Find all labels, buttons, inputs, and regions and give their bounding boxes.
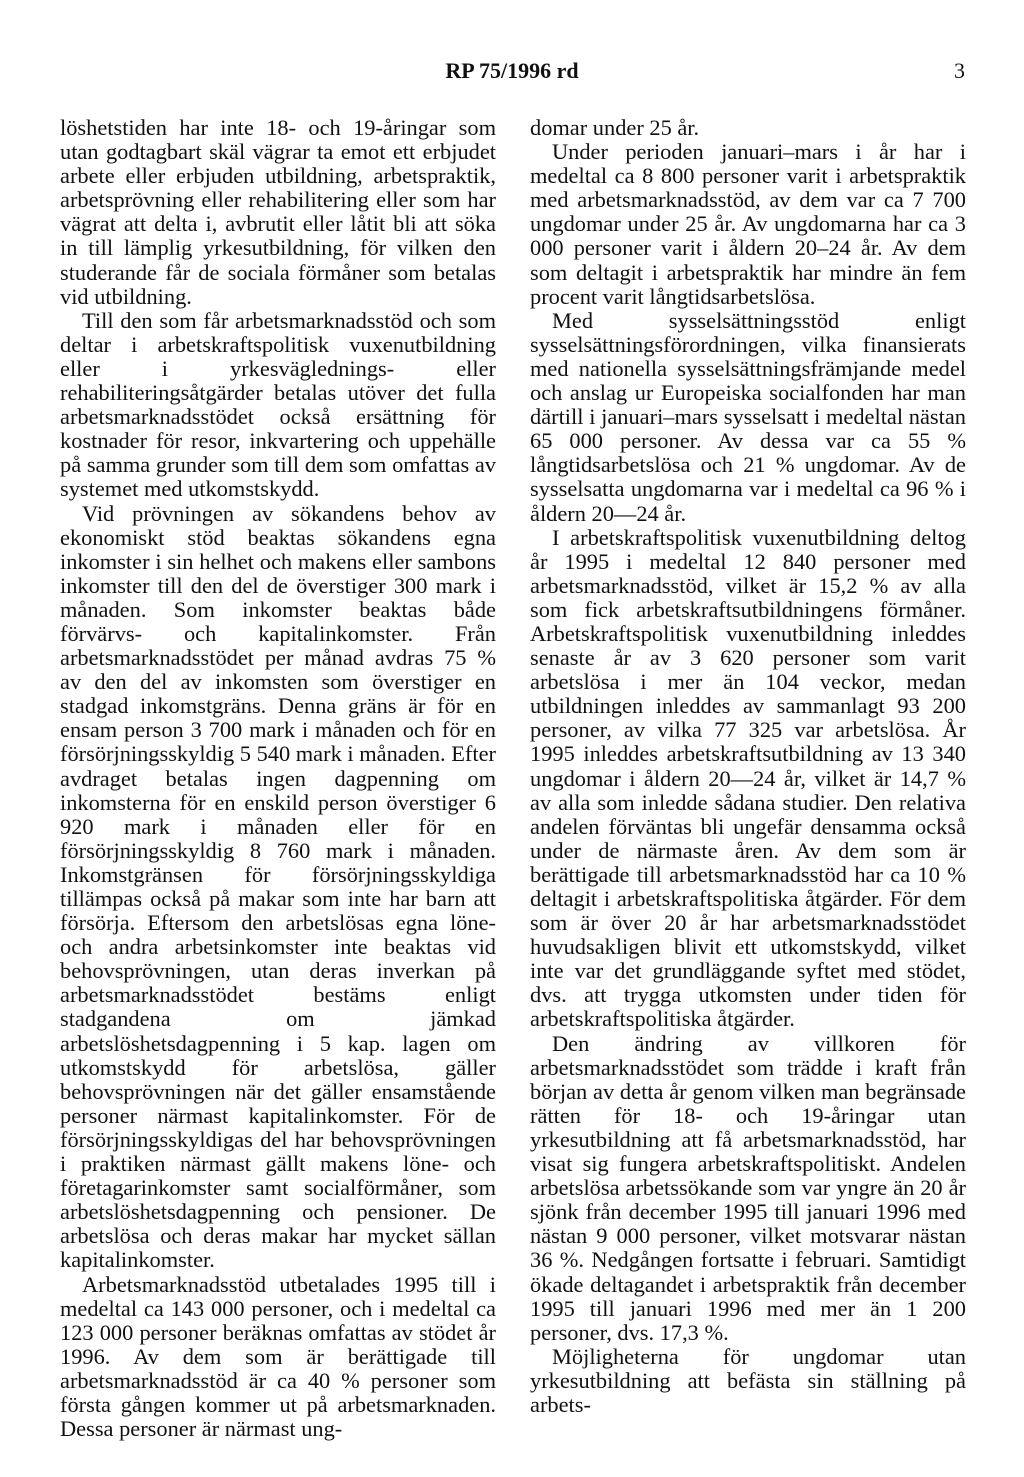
left-text-column [60, 116, 496, 1441]
paragraph: I arbetskraftspolitisk vuxenutbildning deltog år 1995 i medeltal 12 840 personer med arbetsmarknadsstöd, vilket är 15,2 % av alla som fick arbetskraftsutbildningens förmåner. Arbetskraftspolitisk vuxenutbildning inleddes senaste år av 3 620 personer som varit arbetslösa i mer än 104 veckor, medan utbildningen inleddes av sammanlagt 93 200 personer, av vilka 77 325 var arbetslösa. År 1995 inleddes arbetskraftsutbildning av 13 340 ungdomar i åldern 20—24 år, vilket är 14,7 % av alla som inledde sådana studier. Den relativa andelen förväntas bli ungefär densamma också under de närmaste åren. Av dem som är berättigade till arbetsmarknadsstöd har ca 10 % deltagit i arbetskraftspolitiska åtgärder. För dem som är över 20 år har arbetsmarknadsstödet huvudsakligen blivit ett utkomstskydd, vilket inte var det grundläggande syftet med stödet, dvs. att trygga utkomsten under tiden för arbetskraftspolitiska åtgärder. [530, 524, 966, 1032]
page-header [0, 58, 1024, 92]
right-text-column [530, 116, 966, 1417]
paragraph: domar under 25 år. [530, 115, 700, 140]
paragraph: Vid prövningen av sökandens behov av ekonomiskt stöd beaktas sökandens egna inkomster i sin helhet och makens eller sambons inkomster till den del de överstiger 300 mark i månaden. Som inkomster beaktas både förvärvs- och kapitalinkomster. Från arbetsmarknadsstödet per månad avdras 75 % av den del av inkomsten som överstiger en stadgad inkomstgräns. Denna gräns är för en ensam person 3 700 mark i månaden och för en försörjningsskyldig 5 540 mark i månaden. Efter avdraget betalas ingen dagpenning om inkomsterna för en enskild person överstiger 6 920 mark i månaden eller för en försörjningsskyldig 8 760 mark i månaden. Inkomstgränsen för försörjningsskyldiga tillämpas också på makar som inte har barn att försörja. Eftersom den arbetslösas egna löne- och andra arbetsinkomster inte beaktas vid behovsprövningen, utan deras inverkan på arbetsmarknadsstödet bestäms enligt stadgandena om jämkad arbetslöshetsdagpenning i 5 kap. lagen om utkomstskydd för arbetslösa, gäller behovsprövningen när det gäller ensamstående personer närmast kapitalinkomster. För de försörjningsskyldigas del har behovsprövningen i praktiken närmast gällt makens löne- och företagarinkomster samt socialförmåner, som arbetslöshetsdagpenning och pensioner. De arbetslösa och deras makar har mycket sällan kapitalinkomster. [60, 500, 496, 1273]
document-title: RP 75/1996 rd [445, 58, 579, 83]
paragraph: löshetstiden har inte 18- och 19-åringar som utan godtagbart skäl vägrar ta emot ett erbjudet arbete eller erbjuden utbildning, arbetspraktik, arbetsprövning eller rehabilitering eller som har vägrat att delta i, avbrutit eller låtit bli att söka in till lämplig yrkesutbildning, för vilken den studerande får de sociala förmåner som betalas vid utbildning. [60, 115, 496, 309]
paragraph: Med sysselsättningsstöd enligt sysselsättningsförordningen, vilka finansierats med nationella sysselsättningsfrämjande medel och anslag ur Europeiska socialfonden har man därtill i januari–mars sysselsatt i medeltal nästan 65 000 personer. Av dessa var ca 55 % långtidsarbetslösa och 21 % ungdomar. Av de sysselsatta ungdomarna var i medeltal ca 96 % i åldern 20—24 år. [530, 307, 966, 526]
paragraph: Möjligheterna för ungdomar utan yrkesutbildning att befästa sin ställning på arbets- [530, 1343, 966, 1417]
page-number: 3 [954, 58, 965, 83]
paragraph: Arbetsmarknadsstöd utbetalades 1995 till i medeltal ca 143 000 personer, och i medeltal ca 123 000 personer beräknas omfattas av stödet år 1996. Av dem som är berättigade till arbetsmarknadsstöd är ca 40 % personer som första gången kommer ut på arbetsmarknaden. Dessa personer är närmast ung- [60, 1271, 496, 1442]
paragraph: Den ändring av villkoren för arbetsmarknadsstödet som trädde i kraft från början av detta år genom vilken man begränsade rätten för 18- och 19-åringar utan yrkesutbildning att få arbetsmarknadsstöd, har visat sig fungera arbetskraftspolitiskt. Andelen arbetslösa arbetssökande som var yngre än 20 år sjönk från december 1995 till januari 1996 med nästan 9 000 personer, vilket motsvarar nästan 36 %. Nedgången fortsatte i februari. Samtidigt ökade deltagandet i arbetspraktik från december 1995 till januari 1996 med mer än 1 200 personer, dvs. 17,3 %. [530, 1030, 966, 1345]
paragraph: Till den som får arbetsmarknadsstöd och som deltar i arbetskraftspolitisk vuxenutbildning eller i yrkesväglednings- eller rehabiliteringsåtgärder betalas utöver det fulla arbetsmarknadsstödet också ersättning för kostnader för resor, inkvartering och uppehälle på samma grunder som till dem som omfattas av systemet med utkomstskydd. [60, 307, 496, 502]
paragraph: Under perioden januari–mars i år har i medeltal ca 8 800 personer varit i arbetspraktik med arbetsmarknadsstöd, av dem var ca 7 700 ungdomar under 25 år. Av ungdomarna har ca 3 000 personer varit i åldern 20–24 år. Av dem som deltagit i arbetspraktik har mindre än fem procent varit långtidsarbetslösa. [530, 139, 966, 309]
